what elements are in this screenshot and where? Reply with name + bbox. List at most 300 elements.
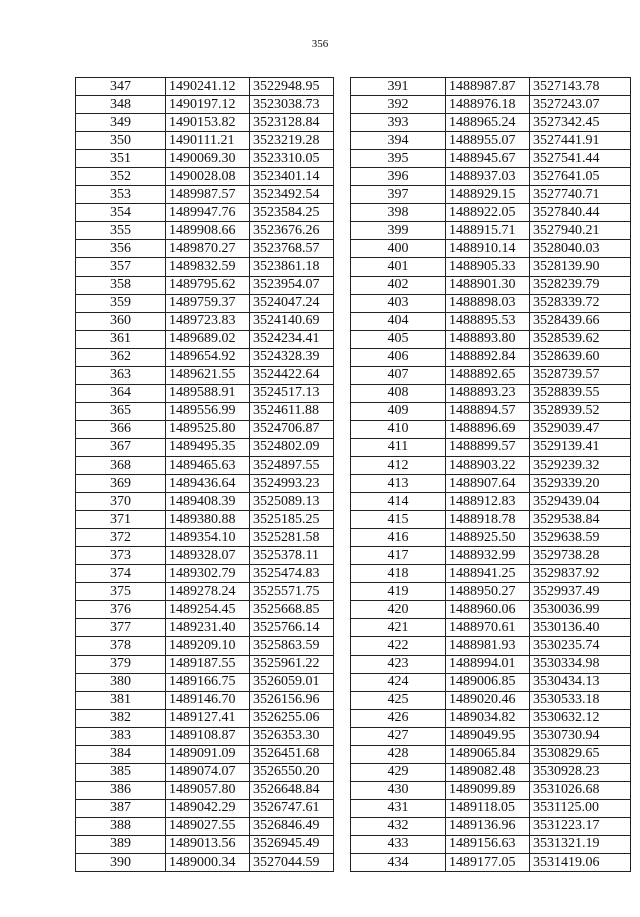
page-number: 356 (311, 38, 329, 50)
x-coordinate-cell: 1489049.95 (446, 727, 530, 745)
point-number-cell: 355 (76, 222, 166, 240)
y-coordinate-cell: 3524993.23 (250, 475, 334, 493)
y-coordinate-cell: 3524328.39 (250, 348, 334, 366)
point-number-cell: 409 (351, 402, 446, 420)
point-number-cell: 408 (351, 384, 446, 402)
point-number-cell: 375 (76, 583, 166, 601)
table-row (351, 511, 631, 529)
y-coordinate-cell: 3523861.18 (250, 258, 334, 276)
point-number-cell: 394 (351, 132, 446, 150)
x-coordinate-cell: 1488932.99 (446, 547, 530, 565)
x-coordinate-cell: 1489099.89 (446, 781, 530, 799)
x-coordinate-cell: 1489465.63 (166, 456, 250, 474)
y-coordinate-cell: 3523584.25 (250, 204, 334, 222)
y-coordinate-cell: 3531125.00 (530, 799, 631, 817)
x-coordinate-cell: 1489408.39 (166, 493, 250, 511)
table-row (76, 366, 334, 384)
point-number-cell: 423 (351, 655, 446, 673)
x-coordinate-cell: 1488981.93 (446, 637, 530, 655)
y-coordinate-cell: 3527940.21 (530, 222, 631, 240)
table-row (351, 565, 631, 583)
x-coordinate-cell: 1488912.83 (446, 493, 530, 511)
table-row (76, 204, 334, 222)
x-coordinate-cell: 1489231.40 (166, 619, 250, 637)
point-number-cell: 393 (351, 114, 446, 132)
point-number-cell: 354 (76, 204, 166, 222)
point-number-cell: 418 (351, 565, 446, 583)
table-row (351, 817, 631, 835)
y-coordinate-cell: 3531026.68 (530, 781, 631, 799)
y-coordinate-cell: 3530928.23 (530, 763, 631, 781)
x-coordinate-cell: 1488987.87 (446, 78, 530, 96)
table-row (351, 547, 631, 565)
point-number-cell: 385 (76, 763, 166, 781)
table-row (76, 475, 334, 493)
table-row (76, 817, 334, 835)
y-coordinate-cell: 3528939.52 (530, 402, 631, 420)
x-coordinate-cell: 1489074.07 (166, 763, 250, 781)
x-coordinate-cell: 1489187.55 (166, 655, 250, 673)
y-coordinate-cell: 3523768.57 (250, 240, 334, 258)
x-coordinate-cell: 1488937.03 (446, 168, 530, 186)
x-coordinate-cell: 1488922.05 (446, 204, 530, 222)
point-number-cell: 373 (76, 547, 166, 565)
point-number-cell: 426 (351, 709, 446, 727)
y-coordinate-cell: 3529039.47 (530, 420, 631, 438)
point-number-cell: 360 (76, 312, 166, 330)
y-coordinate-cell: 3529937.49 (530, 583, 631, 601)
y-coordinate-cell: 3526156.96 (250, 691, 334, 709)
table-row (76, 511, 334, 529)
table-row (351, 348, 631, 366)
y-coordinate-cell: 3524140.69 (250, 312, 334, 330)
y-coordinate-cell: 3526846.49 (250, 817, 334, 835)
y-coordinate-cell: 3528339.72 (530, 294, 631, 312)
x-coordinate-cell: 1488901.30 (446, 276, 530, 294)
point-number-cell: 350 (76, 132, 166, 150)
x-coordinate-cell: 1488941.25 (446, 565, 530, 583)
y-coordinate-cell: 3525185.25 (250, 511, 334, 529)
x-coordinate-cell: 1489209.10 (166, 637, 250, 655)
table-row (76, 709, 334, 727)
point-number-cell: 382 (76, 709, 166, 727)
y-coordinate-cell: 3529139.41 (530, 438, 631, 456)
table-row (76, 601, 334, 619)
x-coordinate-cell: 1490028.08 (166, 168, 250, 186)
table-row (76, 529, 334, 547)
x-coordinate-cell: 1489127.41 (166, 709, 250, 727)
point-number-cell: 425 (351, 691, 446, 709)
y-coordinate-cell: 3528639.60 (530, 348, 631, 366)
y-coordinate-cell: 3527441.91 (530, 132, 631, 150)
table-row (351, 78, 631, 96)
table-row (351, 132, 631, 150)
table-row (351, 854, 631, 872)
point-number-cell: 413 (351, 475, 446, 493)
y-coordinate-cell: 3530533.18 (530, 691, 631, 709)
point-number-cell: 379 (76, 655, 166, 673)
table-row (351, 799, 631, 817)
point-number-cell: 422 (351, 637, 446, 655)
point-number-cell: 415 (351, 511, 446, 529)
coordinates-table-left (75, 77, 334, 872)
table-row (76, 547, 334, 565)
table-row (76, 655, 334, 673)
point-number-cell: 389 (76, 835, 166, 853)
x-coordinate-cell: 1489870.27 (166, 240, 250, 258)
y-coordinate-cell: 3531419.06 (530, 854, 631, 872)
table-row (351, 655, 631, 673)
table-row (76, 673, 334, 691)
table-row (76, 150, 334, 168)
x-coordinate-cell: 1489006.85 (446, 673, 530, 691)
point-number-cell: 387 (76, 799, 166, 817)
y-coordinate-cell: 3526255.06 (250, 709, 334, 727)
table-row (351, 240, 631, 258)
table-row (351, 258, 631, 276)
point-number-cell: 358 (76, 276, 166, 294)
y-coordinate-cell: 3526353.30 (250, 727, 334, 745)
point-number-cell: 424 (351, 673, 446, 691)
x-coordinate-cell: 1488918.78 (446, 511, 530, 529)
y-coordinate-cell: 3523676.26 (250, 222, 334, 240)
table-row (76, 222, 334, 240)
y-coordinate-cell: 3526747.61 (250, 799, 334, 817)
point-number-cell: 405 (351, 330, 446, 348)
point-number-cell: 359 (76, 294, 166, 312)
x-coordinate-cell: 1490111.21 (166, 132, 250, 150)
x-coordinate-cell: 1488907.64 (446, 475, 530, 493)
point-number-cell: 388 (76, 817, 166, 835)
y-coordinate-cell: 3531321.19 (530, 835, 631, 853)
x-coordinate-cell: 1489278.24 (166, 583, 250, 601)
table-row (76, 96, 334, 114)
point-number-cell: 352 (76, 168, 166, 186)
point-number-cell: 362 (76, 348, 166, 366)
x-coordinate-cell: 1489034.82 (446, 709, 530, 727)
y-coordinate-cell: 3529339.20 (530, 475, 631, 493)
table-row (351, 475, 631, 493)
y-coordinate-cell: 3529837.92 (530, 565, 631, 583)
table-row (351, 619, 631, 637)
point-number-cell: 416 (351, 529, 446, 547)
x-coordinate-cell: 1489302.79 (166, 565, 250, 583)
table-row (351, 583, 631, 601)
table-row (76, 438, 334, 456)
x-coordinate-cell: 1489108.87 (166, 727, 250, 745)
table-body (351, 78, 631, 872)
table-row (76, 114, 334, 132)
table-row (76, 565, 334, 583)
y-coordinate-cell: 3525089.13 (250, 493, 334, 511)
y-coordinate-cell: 3527342.45 (530, 114, 631, 132)
table-row (76, 727, 334, 745)
x-coordinate-cell: 1488955.07 (446, 132, 530, 150)
table-row (76, 493, 334, 511)
table-row (76, 402, 334, 420)
table-row (76, 835, 334, 853)
table-row (351, 637, 631, 655)
point-number-cell: 402 (351, 276, 446, 294)
point-number-cell: 370 (76, 493, 166, 511)
x-coordinate-cell: 1488925.50 (446, 529, 530, 547)
x-coordinate-cell: 1489177.05 (446, 854, 530, 872)
y-coordinate-cell: 3526648.84 (250, 781, 334, 799)
x-coordinate-cell: 1489832.59 (166, 258, 250, 276)
y-coordinate-cell: 3527641.05 (530, 168, 631, 186)
x-coordinate-cell: 1489027.55 (166, 817, 250, 835)
point-number-cell: 371 (76, 511, 166, 529)
y-coordinate-cell: 3524897.55 (250, 456, 334, 474)
y-coordinate-cell: 3523310.05 (250, 150, 334, 168)
x-coordinate-cell: 1488893.80 (446, 330, 530, 348)
y-coordinate-cell: 3523219.28 (250, 132, 334, 150)
y-coordinate-cell: 3530632.12 (530, 709, 631, 727)
x-coordinate-cell: 1488994.01 (446, 655, 530, 673)
point-number-cell: 420 (351, 601, 446, 619)
point-number-cell: 356 (76, 240, 166, 258)
y-coordinate-cell: 3526451.68 (250, 745, 334, 763)
point-number-cell: 395 (351, 150, 446, 168)
point-number-cell: 404 (351, 312, 446, 330)
table-row (351, 204, 631, 222)
coordinates-table-right (350, 77, 631, 872)
table-row (76, 258, 334, 276)
table-row (351, 727, 631, 745)
table-row (76, 132, 334, 150)
point-number-cell: 414 (351, 493, 446, 511)
table-row (76, 168, 334, 186)
x-coordinate-cell: 1489436.64 (166, 475, 250, 493)
x-coordinate-cell: 1489042.29 (166, 799, 250, 817)
x-coordinate-cell: 1489908.66 (166, 222, 250, 240)
point-number-cell: 399 (351, 222, 446, 240)
x-coordinate-cell: 1488898.03 (446, 294, 530, 312)
y-coordinate-cell: 3526059.01 (250, 673, 334, 691)
point-number-cell: 406 (351, 348, 446, 366)
x-coordinate-cell: 1490153.82 (166, 114, 250, 132)
x-coordinate-cell: 1489525.80 (166, 420, 250, 438)
y-coordinate-cell: 3525863.59 (250, 637, 334, 655)
x-coordinate-cell: 1488970.61 (446, 619, 530, 637)
table-row (351, 294, 631, 312)
y-coordinate-cell: 3526945.49 (250, 835, 334, 853)
y-coordinate-cell: 3522948.95 (250, 78, 334, 96)
y-coordinate-cell: 3524047.24 (250, 294, 334, 312)
x-coordinate-cell: 1489136.96 (446, 817, 530, 835)
y-coordinate-cell: 3528539.62 (530, 330, 631, 348)
point-number-cell: 357 (76, 258, 166, 276)
point-number-cell: 381 (76, 691, 166, 709)
y-coordinate-cell: 3524802.09 (250, 438, 334, 456)
table-row (76, 583, 334, 601)
point-number-cell: 397 (351, 186, 446, 204)
point-number-cell: 398 (351, 204, 446, 222)
x-coordinate-cell: 1489354.10 (166, 529, 250, 547)
point-number-cell: 417 (351, 547, 446, 565)
x-coordinate-cell: 1488894.57 (446, 402, 530, 420)
table-row (351, 276, 631, 294)
y-coordinate-cell: 3529439.04 (530, 493, 631, 511)
point-number-cell: 386 (76, 781, 166, 799)
table-row (76, 240, 334, 258)
x-coordinate-cell: 1489380.88 (166, 511, 250, 529)
y-coordinate-cell: 3525766.14 (250, 619, 334, 637)
x-coordinate-cell: 1489020.46 (446, 691, 530, 709)
y-coordinate-cell: 3525668.85 (250, 601, 334, 619)
point-number-cell: 351 (76, 150, 166, 168)
point-number-cell: 367 (76, 438, 166, 456)
point-number-cell: 368 (76, 456, 166, 474)
point-number-cell: 434 (351, 854, 446, 872)
table-row (76, 312, 334, 330)
x-coordinate-cell: 1488960.06 (446, 601, 530, 619)
x-coordinate-cell: 1489057.80 (166, 781, 250, 799)
table-row (351, 168, 631, 186)
table-row (351, 763, 631, 781)
table-row (351, 384, 631, 402)
y-coordinate-cell: 3530235.74 (530, 637, 631, 655)
x-coordinate-cell: 1490069.30 (166, 150, 250, 168)
point-number-cell: 347 (76, 78, 166, 96)
y-coordinate-cell: 3523128.84 (250, 114, 334, 132)
point-number-cell: 361 (76, 330, 166, 348)
point-number-cell: 401 (351, 258, 446, 276)
point-number-cell: 383 (76, 727, 166, 745)
table-row (351, 114, 631, 132)
table-row (351, 366, 631, 384)
table-row (351, 673, 631, 691)
x-coordinate-cell: 1488893.23 (446, 384, 530, 402)
x-coordinate-cell: 1489556.99 (166, 402, 250, 420)
y-coordinate-cell: 3528739.57 (530, 366, 631, 384)
table-row (351, 330, 631, 348)
point-number-cell: 391 (351, 78, 446, 96)
point-number-cell: 429 (351, 763, 446, 781)
y-coordinate-cell: 3525378.11 (250, 547, 334, 565)
y-coordinate-cell: 3529239.32 (530, 456, 631, 474)
point-number-cell: 428 (351, 745, 446, 763)
point-number-cell: 374 (76, 565, 166, 583)
y-coordinate-cell: 3529638.59 (530, 529, 631, 547)
y-coordinate-cell: 3528040.03 (530, 240, 631, 258)
point-number-cell: 430 (351, 781, 446, 799)
table-row (351, 691, 631, 709)
y-coordinate-cell: 3530136.40 (530, 619, 631, 637)
point-number-cell: 412 (351, 456, 446, 474)
point-number-cell: 366 (76, 420, 166, 438)
y-coordinate-cell: 3530829.65 (530, 745, 631, 763)
y-coordinate-cell: 3525281.58 (250, 529, 334, 547)
table-row (351, 150, 631, 168)
point-number-cell: 410 (351, 420, 446, 438)
table-row (76, 799, 334, 817)
point-number-cell: 392 (351, 96, 446, 114)
point-number-cell: 396 (351, 168, 446, 186)
point-number-cell: 377 (76, 619, 166, 637)
x-coordinate-cell: 1489795.62 (166, 276, 250, 294)
y-coordinate-cell: 3525961.22 (250, 655, 334, 673)
point-number-cell: 369 (76, 475, 166, 493)
table-row (351, 709, 631, 727)
table-row (76, 691, 334, 709)
x-coordinate-cell: 1490241.12 (166, 78, 250, 96)
table-row (76, 276, 334, 294)
point-number-cell: 364 (76, 384, 166, 402)
table-row (351, 438, 631, 456)
y-coordinate-cell: 3523401.14 (250, 168, 334, 186)
table-row (76, 348, 334, 366)
y-coordinate-cell: 3530434.13 (530, 673, 631, 691)
x-coordinate-cell: 1488945.67 (446, 150, 530, 168)
x-coordinate-cell: 1488892.84 (446, 348, 530, 366)
point-number-cell: 365 (76, 402, 166, 420)
point-number-cell: 348 (76, 96, 166, 114)
y-coordinate-cell: 3523492.54 (250, 186, 334, 204)
table-body (76, 78, 334, 872)
x-coordinate-cell: 1489328.07 (166, 547, 250, 565)
table-row (76, 186, 334, 204)
table-row (76, 294, 334, 312)
point-number-cell: 372 (76, 529, 166, 547)
x-coordinate-cell: 1489118.05 (446, 799, 530, 817)
table-row (351, 420, 631, 438)
x-coordinate-cell: 1488903.22 (446, 456, 530, 474)
table-row (76, 619, 334, 637)
y-coordinate-cell: 3527143.78 (530, 78, 631, 96)
x-coordinate-cell: 1488896.69 (446, 420, 530, 438)
table-row (351, 835, 631, 853)
x-coordinate-cell: 1489082.48 (446, 763, 530, 781)
point-number-cell: 384 (76, 745, 166, 763)
y-coordinate-cell: 3523954.07 (250, 276, 334, 294)
x-coordinate-cell: 1489254.45 (166, 601, 250, 619)
x-coordinate-cell: 1489723.83 (166, 312, 250, 330)
x-coordinate-cell: 1490197.12 (166, 96, 250, 114)
x-coordinate-cell: 1489654.92 (166, 348, 250, 366)
x-coordinate-cell: 1489588.91 (166, 384, 250, 402)
x-coordinate-cell: 1489495.35 (166, 438, 250, 456)
x-coordinate-cell: 1488929.15 (446, 186, 530, 204)
table-row (76, 456, 334, 474)
point-number-cell: 390 (76, 854, 166, 872)
y-coordinate-cell: 3525474.83 (250, 565, 334, 583)
point-number-cell: 407 (351, 366, 446, 384)
x-coordinate-cell: 1488899.57 (446, 438, 530, 456)
point-number-cell: 411 (351, 438, 446, 456)
table-row (351, 601, 631, 619)
table-row (351, 493, 631, 511)
x-coordinate-cell: 1489621.55 (166, 366, 250, 384)
table-row (76, 781, 334, 799)
y-coordinate-cell: 3528139.90 (530, 258, 631, 276)
y-coordinate-cell: 3530730.94 (530, 727, 631, 745)
point-number-cell: 400 (351, 240, 446, 258)
table-row (351, 402, 631, 420)
x-coordinate-cell: 1489065.84 (446, 745, 530, 763)
table-row (351, 529, 631, 547)
x-coordinate-cell: 1488895.53 (446, 312, 530, 330)
x-coordinate-cell: 1489987.57 (166, 186, 250, 204)
table-row (351, 456, 631, 474)
y-coordinate-cell: 3528839.55 (530, 384, 631, 402)
y-coordinate-cell: 3530334.98 (530, 655, 631, 673)
table-row (351, 222, 631, 240)
table-row (76, 763, 334, 781)
x-coordinate-cell: 1488910.14 (446, 240, 530, 258)
y-coordinate-cell: 3528239.79 (530, 276, 631, 294)
y-coordinate-cell: 3526550.20 (250, 763, 334, 781)
